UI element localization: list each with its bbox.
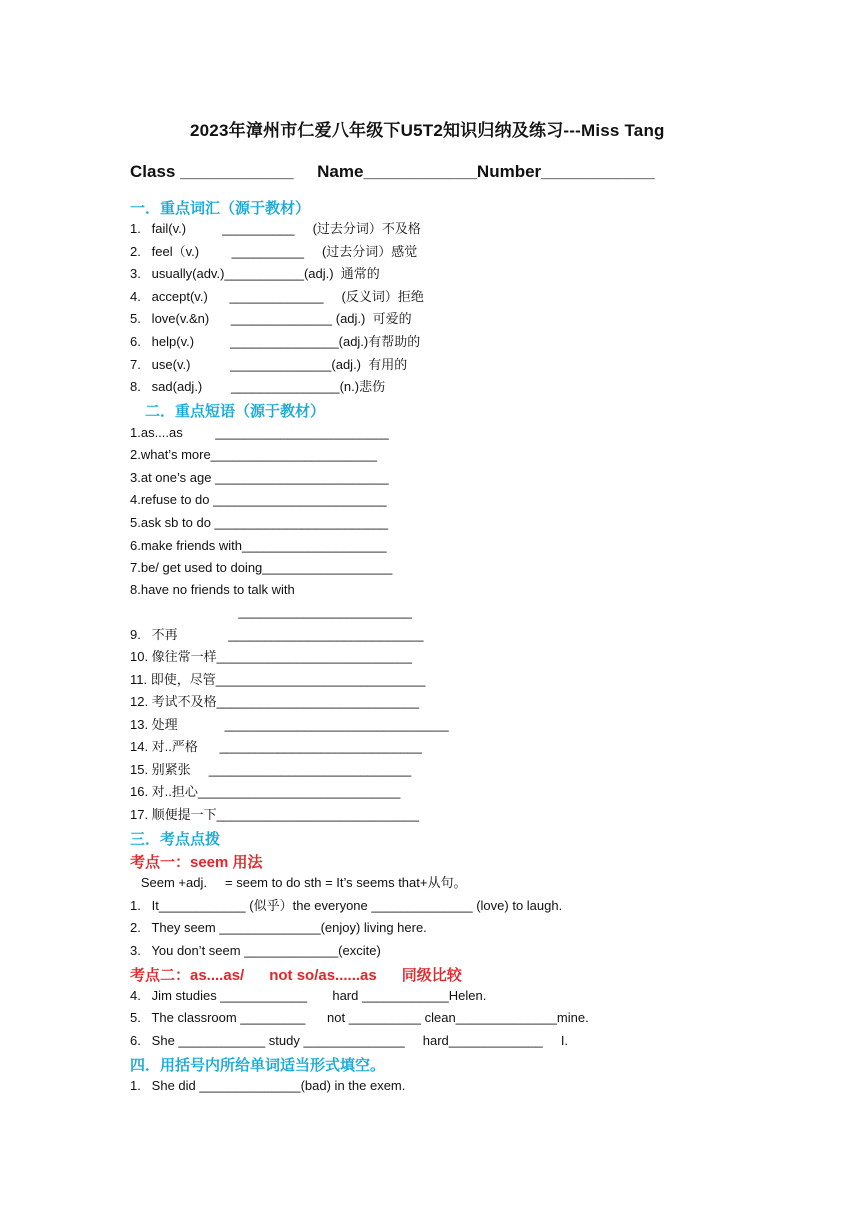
phrase-item: 14. 对..严格 ____________________________	[130, 739, 423, 754]
phrase-item: 2.what’s more_______________________	[130, 447, 377, 462]
seem-exercise: 2. They seem ______________(enjoy) living here.	[130, 920, 427, 935]
phrase-item: 8.have no friends to talk with	[130, 582, 295, 597]
vocab-item: 6. help(v.) _______________(adj.)有帮助的	[130, 334, 421, 349]
vocab-item: 2. feel（v.) __________ (过去分词）感觉	[130, 244, 418, 259]
section-fill-in-heading: 四．用括号内所给单词适当形式填空。	[130, 1057, 386, 1074]
section-key-points-heading: 三．考点点拨	[130, 831, 221, 848]
vocab-item: 3. usually(adv.)___________(adj.) 通常的	[130, 266, 380, 281]
phrase-item: 12. 考试不及格____________________________	[130, 694, 420, 709]
phrase-item: 9. 不再 ___________________________	[130, 627, 424, 642]
key-point-seem-heading: 考点一：seem 用法	[130, 854, 263, 871]
phrase-item: 6.make friends with____________________	[130, 538, 387, 553]
as-as-exercise: 5. The classroom _________ not __________ clean______________mine.	[130, 1010, 589, 1025]
phrase-item: 11. 即使，尽管_____________________________	[130, 672, 426, 687]
key-point-as-as-heading: 考点二：as....as/ not so/as......as 同级比较	[130, 967, 462, 984]
phrase-item: 15. 别紧张 ____________________________	[130, 762, 412, 777]
vocab-item: 7. use(v.) ______________(adj.) 有用的	[130, 357, 408, 372]
phrase-item: 5.ask sb to do ________________________	[130, 515, 389, 530]
fill-in-exercise: 1. She did ______________(bad) in the exem.	[130, 1078, 406, 1093]
as-as-exercise: 4. Jim studies ____________ hard ____________Helen.	[130, 988, 487, 1003]
vocab-item: 4. accept(v.) _____________ (反义词）拒绝	[130, 289, 424, 304]
seem-rule: Seem +adj. = seem to do sth = It’s seems that+从句。	[130, 875, 467, 890]
page-title: 2023年漳州市仁爱八年级下U5T2知识归纳及练习---Miss Tang	[190, 121, 665, 140]
section-vocabulary-heading: 一．重点词汇（源于教材）	[130, 200, 311, 217]
phrase-item: 3.at one’s age ________________________	[130, 470, 389, 485]
phrase-item: 13. 处理 _______________________________	[130, 717, 449, 732]
section-phrases-heading: 二．重点短语（源于教材）	[145, 403, 326, 420]
student-info-line: Class ____________ Name____________Number____________	[130, 162, 655, 181]
phrase-item: 7.be/ get used to doing__________________	[130, 560, 393, 575]
phrase-item: 16. 对..担心____________________________	[130, 784, 401, 799]
seem-exercise: 1. It____________ (似乎）the everyone ______________ (love) to laugh.	[130, 898, 563, 913]
phrase-item: 4.refuse to do ________________________	[130, 492, 387, 507]
vocab-item: 1. fail(v.) __________ (过去分词）不及格	[130, 221, 421, 236]
vocab-item: 8. sad(adj.) _______________(n.)悲伤	[130, 379, 386, 394]
phrase-answer-line: ________________________	[130, 604, 412, 619]
vocab-item: 5. love(v.&n) ______________ (adj.) 可爱的	[130, 311, 412, 326]
phrase-item: 1.as....as ________________________	[130, 425, 389, 440]
phrase-item: 17. 顺便提一下____________________________	[130, 807, 420, 822]
phrase-item: 10. 像往常一样___________________________	[130, 649, 412, 664]
as-as-exercise: 6. She ____________ study ______________ hard_____________ I.	[130, 1033, 569, 1048]
seem-exercise: 3. You don’t seem _____________(excite)	[130, 943, 381, 958]
